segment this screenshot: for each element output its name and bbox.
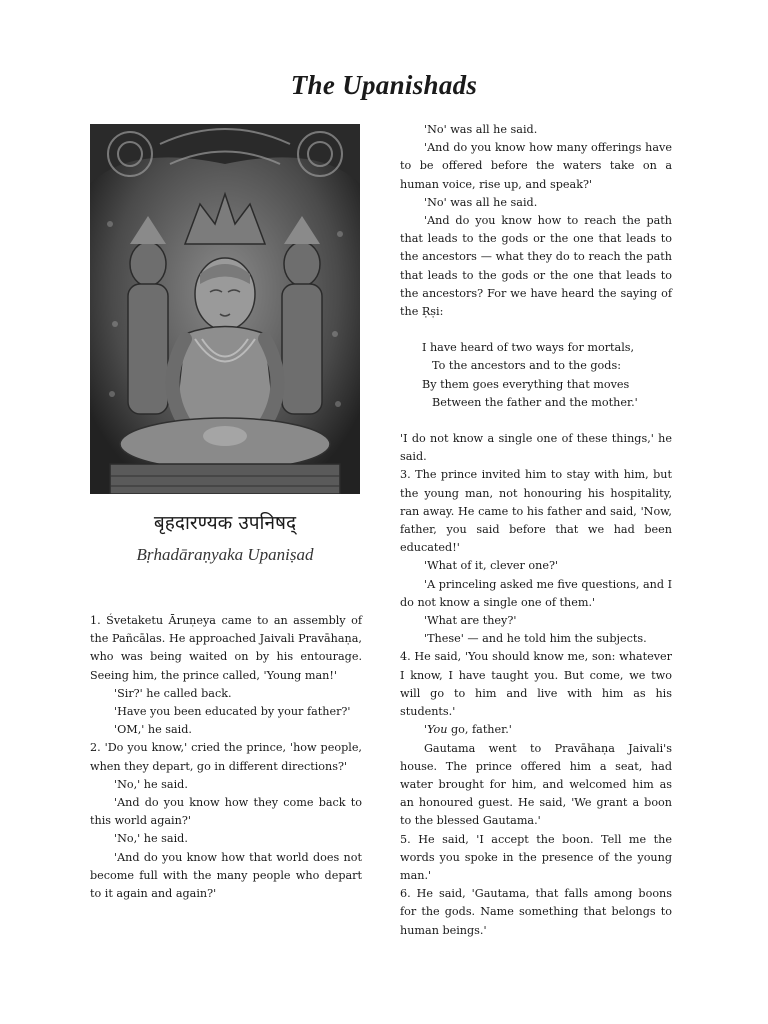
quote-mark: ' xyxy=(424,723,428,737)
paragraph: 4. He said, 'You should know me, son: whatever I know, I have taught you. But come, we two will go to him and live with him as his students.' xyxy=(400,650,672,719)
page-title: The Upanishads xyxy=(290,70,478,100)
paragraph: 'No' was all he said. xyxy=(424,123,538,136)
paragraph: 3. The prince invited him to stay with him, but the young man, not honouring his hospitality, ran away. He came to his father and said, 'Now, father, you said before that we had been educated!' xyxy=(400,468,672,555)
paragraph: 'OM,' he said. xyxy=(114,723,192,737)
paragraph: 5. He said, 'I accept the boon. Tell me the words you spoke in the presence of the young man.' xyxy=(400,832,672,882)
paragraph: 2. 'Do you know,' cried the prince, 'how people, when they depart, go in different directions?' xyxy=(90,741,362,773)
verse-line: To the ancestors and to the gods: xyxy=(432,359,621,373)
paragraph: 'I do not know a single one of these things,' he said. xyxy=(400,432,672,464)
paragraph: 6. He said, 'Gautama, that falls among boons for the gods. Name something that belongs to human beings.' xyxy=(400,887,672,937)
paragraph: 'No' was all he said. xyxy=(424,195,538,209)
paragraph: 1. Śvetaketu Āruṇeya came to an assembly of the Pañcālas. He approached Jaivali Pravāhaṇa, who was being waited on by his entourage. Seeing him, the prince called, 'Young man!' xyxy=(90,614,362,682)
paragraph-rest: go, father.' xyxy=(447,723,512,737)
transliterated-title: Bṛhadāraṇyaka Upaniṣad xyxy=(136,545,314,564)
paragraph: 'No,' he said. xyxy=(114,777,188,791)
paragraph: 'And do you know how many offerings have to be offered before the waters take on a human voice, rise up, and speak?' xyxy=(400,141,672,191)
devanagari-title: बृहदारण्यक उपनिषद् xyxy=(153,512,297,534)
paragraph: 'No,' he said. xyxy=(114,832,188,846)
paragraph: 'And do you know how to reach the path that leads to the gods or the one that leads to the ancestors — what they do to reach the path that leads to the gods or the one that leads to the ancestors? For we have heard the saying of the Ṛṣi: xyxy=(400,214,672,319)
paragraph: 'Have you been educated by your father?' xyxy=(114,705,351,719)
paragraph: 'What are they?' xyxy=(424,614,517,628)
italic-word: You xyxy=(427,723,448,737)
left-text-column xyxy=(90,612,362,903)
paragraph: 'Sir?' he called back. xyxy=(114,686,232,700)
paragraph: 'A princeling asked me five questions, and I do not know a single one of them.' xyxy=(400,577,672,609)
paragraph: Gautama went to Pravāhaṇa Jaivali's house. The prince offered him a seat, had water brought for him, and welcomed him as an honoured guest. He said, 'We grant a boon to the blessed Gautama.' xyxy=(400,741,672,828)
right-text-column xyxy=(400,121,672,940)
paragraph: 'And do you know how that world does not become full with the many people who depart to it again and again?' xyxy=(90,850,362,901)
paragraph: 'And do you know how they come back to this world again?' xyxy=(90,796,362,828)
sculpture-photo xyxy=(90,124,360,494)
paragraph: 'These' — and he told him the subjects. xyxy=(424,632,647,646)
verse-line: I have heard of two ways for mortals, xyxy=(422,341,635,355)
paragraph: 'What of it, clever one?' xyxy=(424,559,559,573)
verse-line: By them goes everything that moves xyxy=(422,377,630,391)
paragraph xyxy=(400,721,672,739)
verse-line: Between the father and the mother.' xyxy=(432,395,638,409)
